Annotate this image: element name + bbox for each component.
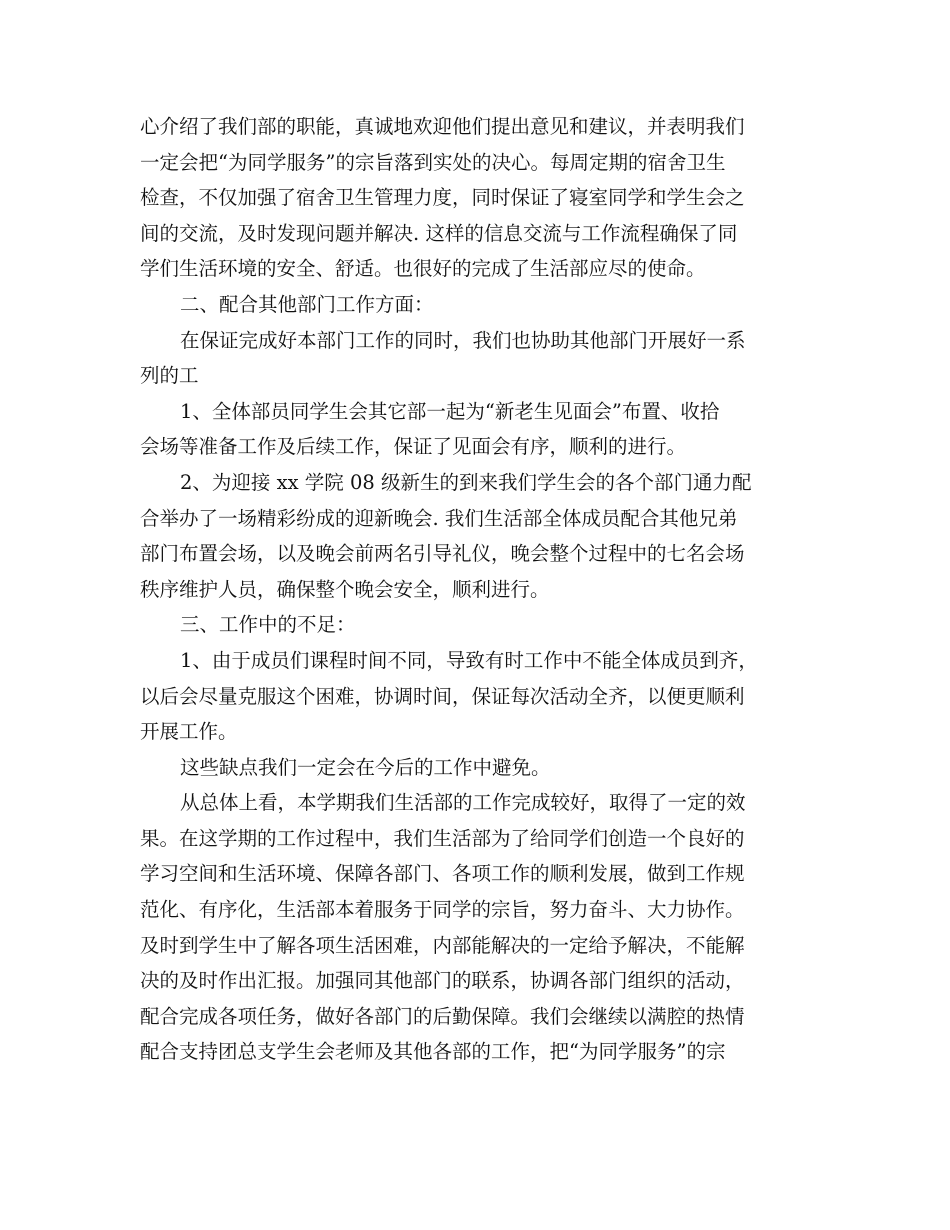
text-line: 学们生活环境的安全、舒适。也很好的完成了生活部应尽的使命。 <box>140 257 706 281</box>
text-line: 2、为迎接 xx 学院 08 级新生的到来我们学生会的各个部门通力配 <box>180 470 752 494</box>
text-line: 三、工作中的不足： <box>180 613 356 637</box>
text-line: 在保证完成好本部门工作的同时，我们也协助其他部门开展好一系 <box>180 328 746 352</box>
text-line: 开展工作。 <box>140 720 238 744</box>
text-line: 以后会尽量克服这个困难，协调时间，保证每次活动全齐，以便更顺利 <box>140 684 745 708</box>
text-line: 心介绍了我们部的职能，真诚地欢迎他们提出意见和建议，并表明我们 <box>140 115 745 138</box>
text-line: 会场等准备工作及后续工作，保证了见面会有序，顺利的进行。 <box>140 435 687 459</box>
text-line: 配合支持团总支学生会老师及其他各部的工作，把“为同学服务”的宗 <box>140 1040 726 1064</box>
text-line: 范化、有序化，生活部本着服务于同学的宗旨，努力奋斗、大力协作。 <box>140 898 745 922</box>
text-line: 果。在这学期的工作过程中，我们生活部为了给同学们创造一个良好的 <box>140 826 745 850</box>
text-line: 检查，不仅加强了宿舍卫生管理力度，同时保证了寝室同学和学生会之 <box>140 186 745 210</box>
text-line: 部门布置会场，以及晚会前两名引导礼仪，晚会整个过程中的七名会场 <box>140 542 745 566</box>
text-line: 间的交流，及时发现问题并解决. 这样的信息交流与工作流程确保了同 <box>140 221 738 245</box>
text-line: 及时到学生中了解各项生活困难，内部能解决的一定给予解决，不能解 <box>140 933 745 957</box>
text-line: 决的及时作出汇报。加强同其他部门的联系，协调各部门组织的活动， <box>140 969 745 993</box>
text-line: 学习空间和生活环境、保障各部门、各项工作的顺利发展，做到工作规 <box>140 862 745 886</box>
text-line: 列的工 <box>140 364 199 388</box>
text-line: 1、由于成员们课程时间不同，导致有时工作中不能全体成员到齐， <box>180 648 758 672</box>
text-line: 配合完成各项任务，做好各部门的后勤保障。我们会继续以满腔的热情 <box>140 1004 745 1028</box>
text-line: 一定会把“为同学服务”的宗旨落到实处的决心。每周定期的宿舍卫生 <box>140 150 726 174</box>
text-line: 这些缺点我们一定会在今后的工作中避免。 <box>180 755 551 779</box>
document-body <box>140 109 820 1070</box>
text-line: 合举办了一场精彩纷成的迎新晚会. 我们生活部全体成员配合其他兄弟 <box>140 506 738 530</box>
text-line: 从总体上看，本学期我们生活部的工作完成较好，取得了一定的效 <box>180 791 746 815</box>
text-line: 1、全体部员同学生会其它部一起为“新老生见面会”布置、收拾 <box>180 399 720 423</box>
text-line: 秩序维护人员，确保整个晚会安全，顺利进行。 <box>140 577 550 601</box>
text-line: 二、配合其他部门工作方面： <box>180 292 434 316</box>
